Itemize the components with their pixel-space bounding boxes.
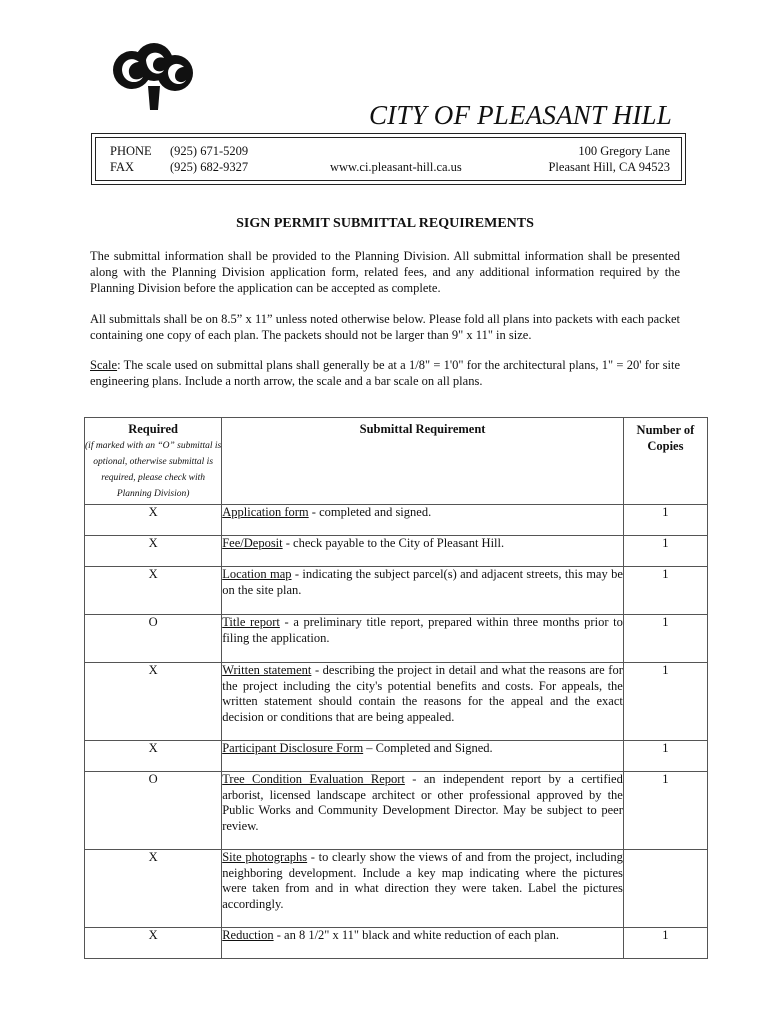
requirement-cell: [222, 615, 624, 663]
requirement-description: - describing the project in detail and what the reasons are for the project including the city's potential benefits and costs. For appeals, the written statement should contain the reasons for the appeal and the exact decision or conditions that are being appealed.: [222, 663, 623, 724]
website-url: www.ci.pleasant-hill.ca.us: [330, 160, 462, 174]
requirement-title: Participant Disclosure Form: [222, 741, 364, 755]
required-mark: O: [85, 615, 222, 663]
requirement-cell: [222, 928, 624, 959]
copies-header-label: Number of Copies: [636, 423, 695, 453]
requirement-cell: [222, 505, 624, 536]
table-row: [85, 536, 708, 567]
contact-inner-frame: [95, 137, 682, 181]
required-mark: X: [85, 663, 222, 741]
required-header-note: (if marked with an “O” submittal is optional, otherwise submittal is required, please check with Planning Division): [85, 441, 222, 499]
requirement-title: Reduction: [222, 928, 274, 942]
requirement-description: – Completed and Signed.: [363, 741, 493, 755]
table-header-row: [85, 418, 708, 505]
table-row: [85, 772, 708, 850]
table-row: [85, 850, 708, 928]
requirement-title: Application form: [222, 505, 309, 519]
requirement-cell: [222, 567, 624, 615]
copies-count: [623, 850, 707, 928]
requirements-table-body: [85, 505, 708, 959]
format-paragraph: All submittals shall be on 8.5” x 11” unless noted otherwise below. Please fold all plans into packets with each packet containing one copy of each plan. The packets should not be larger than 9" x 11" in size.: [90, 312, 680, 342]
requirement-header-label: Submittal Requirement: [359, 422, 486, 436]
copies-count: 1: [623, 928, 707, 959]
table-row: [85, 663, 708, 741]
requirement-description: - to clearly show the views of and from the project, including neighboring development. Include a key map indicating where the pictures were taken from and in what direction they were taken. Label the pictures accordingly.: [222, 850, 623, 911]
copies-count: 1: [623, 663, 707, 741]
required-header-label: Required: [128, 422, 178, 436]
table-row: [85, 505, 708, 536]
requirement-cell: [222, 772, 624, 850]
scale-text: : The scale used on submittal plans shall generally be at a 1/8" = 1'0" for the architectural plans, 1" = 20' for site engineering plans. Include a north arrow, the scale and a bar scale on all plans.: [90, 358, 680, 388]
requirement-title: Tree Condition Evaluation Report: [222, 772, 405, 786]
contact-box: [91, 133, 686, 185]
copies-count: 1: [623, 505, 707, 536]
table-row: [85, 928, 708, 959]
required-mark: X: [85, 505, 222, 536]
scale-paragraph: [90, 357, 680, 389]
requirement-title: Title report: [222, 615, 280, 629]
requirement-description: - an independent report by a certified arborist, licensed landscape architect or other professional approved by the Public Works and Community Development Director. May be subject to peer review.: [222, 772, 623, 833]
copies-count: 1: [623, 615, 707, 663]
fax-number: (925) 682-9327: [170, 160, 249, 174]
requirement-title: Fee/Deposit: [222, 536, 283, 550]
address-line-1: 100 Gregory Lane: [578, 144, 670, 158]
scale-label: Scale: [90, 358, 118, 372]
copies-count: 1: [623, 536, 707, 567]
copies-count: 1: [623, 741, 707, 772]
requirement-description: - a preliminary title report, prepared within three months prior to filing the application.: [222, 615, 623, 645]
document-heading: SIGN PERMIT SUBMITTAL REQUIREMENTS: [236, 216, 534, 231]
requirement-cell: [222, 741, 624, 772]
required-mark: X: [85, 928, 222, 959]
requirement-cell: [222, 850, 624, 928]
requirement-cell: [222, 536, 624, 567]
table-row: [85, 615, 708, 663]
intro-paragraph: The submittal information shall be provided to the Planning Division. All submittal information shall be presented along with the Planning Division application form, related fees, and any additional information required by the Planning Division before the application can be accepted as complete.: [90, 249, 680, 295]
requirement-description: - indicating the subject parcel(s) and adjacent streets, this may be on the site plan.: [222, 567, 623, 597]
copies-column-header: [623, 418, 707, 505]
requirement-column-header: [222, 418, 624, 505]
fax-label: FAX: [110, 160, 135, 174]
requirement-description: - completed and signed.: [308, 505, 432, 519]
requirement-cell: [222, 663, 624, 741]
required-mark: X: [85, 567, 222, 615]
table-row: [85, 741, 708, 772]
phone-label: PHONE: [110, 144, 152, 158]
table-row: [85, 567, 708, 615]
copies-count: 1: [623, 567, 707, 615]
requirement-description: - check payable to the City of Pleasant Hill.: [282, 536, 505, 550]
city-title: CITY OF PLEASANT HILL: [368, 100, 672, 130]
required-mark: X: [85, 536, 222, 567]
requirement-description: - an 8 1/2" x 11" black and white reduction of each plan.: [273, 928, 559, 942]
address-line-2: Pleasant Hill, CA 94523: [548, 160, 670, 174]
phone-number: (925) 671-5209: [170, 144, 249, 158]
copies-count: 1: [623, 772, 707, 850]
required-mark: O: [85, 772, 222, 850]
requirement-title: Written statement: [222, 663, 312, 677]
required-column-header: [85, 418, 222, 505]
requirement-title: Site photographs: [222, 850, 308, 864]
city-logo-icon: [108, 40, 198, 110]
requirements-table: [84, 417, 708, 959]
required-mark: X: [85, 850, 222, 928]
requirement-title: Location map: [222, 567, 292, 581]
required-mark: X: [85, 741, 222, 772]
